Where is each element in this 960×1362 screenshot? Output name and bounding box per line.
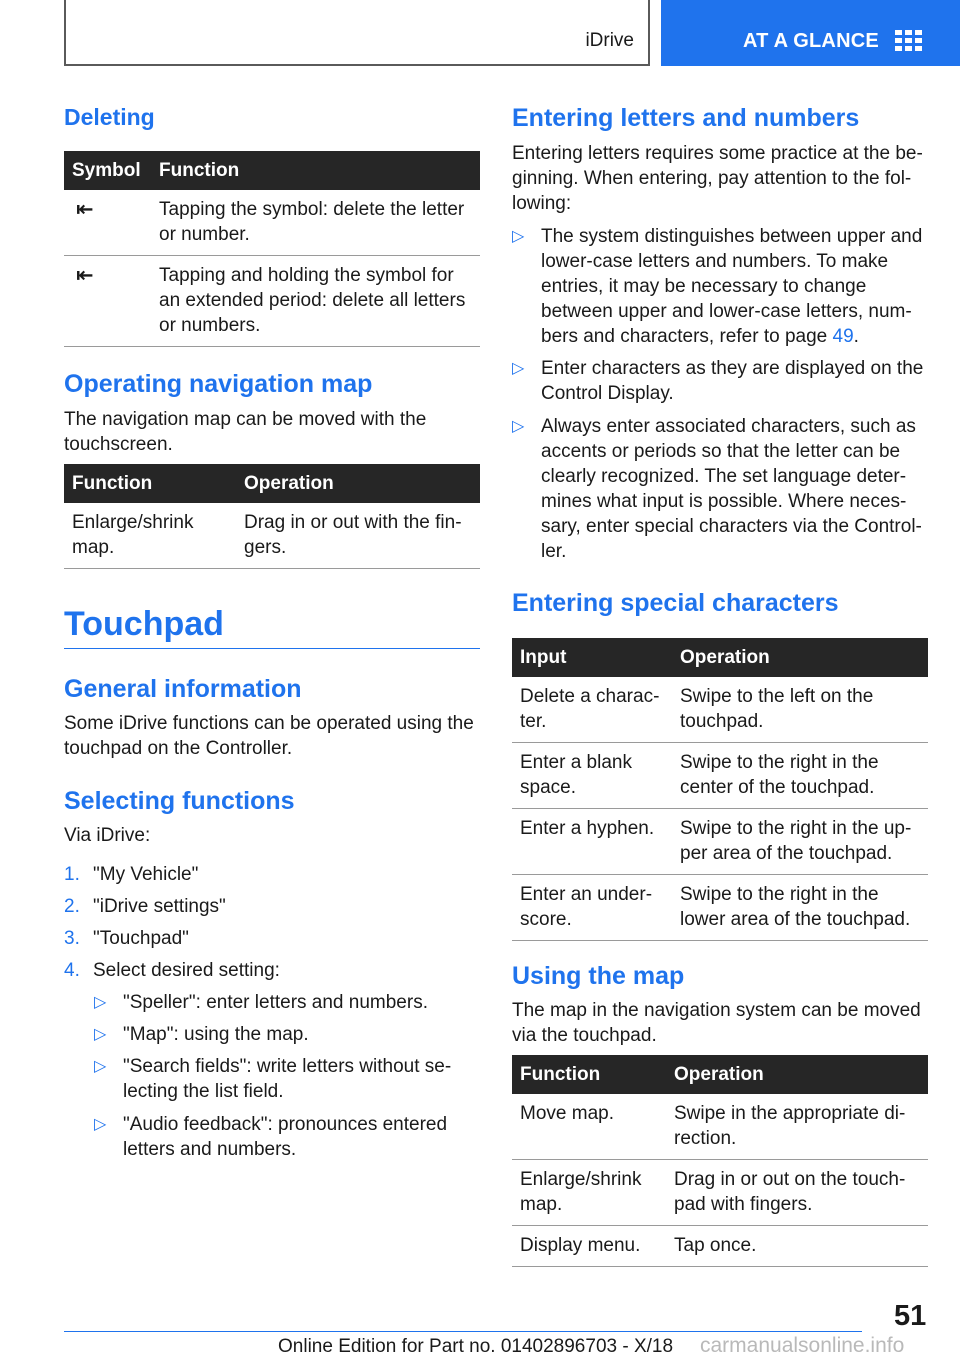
- table-row: [512, 743, 928, 809]
- selecting-heading: Selecting functions: [64, 787, 295, 815]
- deleting-heading: Deleting: [64, 104, 155, 130]
- triangle-bullet-icon: ▷: [94, 1026, 107, 1043]
- entering-intro: Entering letters requires some practice at the be-ginning. When entering, pay attention to the fol-lowing:: [512, 143, 923, 214]
- table-row: [512, 875, 928, 941]
- triangle-bullet-icon: ▷: [512, 418, 525, 435]
- table-cell: Swipe to the left on the touchpad.: [672, 677, 928, 743]
- table-header-row: [64, 464, 480, 503]
- footer-edition: Online Edition for Part no. 01402896703 - X/18: [278, 1336, 674, 1357]
- table-cell: Enter a hyphen.: [512, 809, 672, 875]
- column-header: Operation: [672, 638, 928, 677]
- table-cell: Display menu.: [512, 1226, 666, 1267]
- option-text: "Speller": enter letters and numbers.: [123, 992, 428, 1013]
- header-chapter-title: AT A GLANCE: [743, 30, 879, 52]
- triangle-bullet-icon: ▷: [94, 1058, 107, 1075]
- list-item: [512, 414, 928, 564]
- triangle-bullet-icon: ▷: [512, 228, 525, 245]
- table-cell: Tapping the symbol: delete the letter or number.: [151, 190, 480, 256]
- triangle-bullet-icon: ▷: [94, 994, 107, 1011]
- using-map-intro: The map in the navigation system can be moved via the touchpad.: [512, 1000, 921, 1046]
- section-divider: [64, 648, 480, 649]
- table-row: [64, 190, 480, 256]
- step-text: Select desired setting:: [93, 960, 280, 981]
- list-item: [512, 356, 928, 406]
- column-header: Function: [151, 151, 480, 190]
- column-header: Operation: [666, 1055, 928, 1094]
- table-cell: Tapping and holding the symbol for an extended period: delete all letters or numbers.: [151, 256, 480, 347]
- selecting-intro: Via iDrive:: [64, 825, 151, 846]
- triangle-bullet-icon: ▷: [94, 1116, 107, 1133]
- bullet-text: The system distinguishes between upper and lower-case letters and numbers. To make entries, it may be necessary to change between upper and lower-case letters, num-bers and characters, refer to page 49.: [541, 226, 923, 347]
- column-header: Function: [64, 464, 236, 503]
- general-info-heading: General information: [64, 675, 302, 703]
- table-cell: Tap once.: [666, 1226, 928, 1267]
- table-row: [64, 503, 480, 569]
- bullet-text: Always enter associated characters, such as accents or periods so that the letter can be clearly recognized. The set language deter-mines what input is possible. Where neces-sary, enter special characters via the Control-ler.: [541, 416, 922, 562]
- step-text: "Touchpad": [93, 928, 189, 949]
- option-text: "Map": using the map.: [123, 1024, 309, 1045]
- page-number: 51: [894, 1300, 927, 1332]
- table-row: [512, 1160, 928, 1226]
- header-section-box: [64, 0, 650, 66]
- list-item: [64, 958, 480, 983]
- using-map-heading: Using the map: [512, 962, 685, 990]
- special-chars-table: [512, 638, 928, 941]
- table-cell: Swipe to the right in the center of the touchpad.: [672, 743, 928, 809]
- column-header: Input: [512, 638, 672, 677]
- step-text: "My Vehicle": [93, 864, 199, 885]
- step-text: "iDrive settings": [93, 896, 226, 917]
- table-cell: Drag in or out on the touch-pad with fingers.: [666, 1160, 928, 1226]
- nav-map-heading: Operating navigation map: [64, 370, 373, 398]
- option-text: "Search fields": write letters without se-lecting the list field.: [123, 1056, 452, 1102]
- step-number: 4.: [64, 960, 80, 981]
- watermark: carmanualsonline.info: [700, 1334, 905, 1357]
- list-item: [94, 1022, 480, 1047]
- table-row: [512, 677, 928, 743]
- list-item: [64, 926, 480, 951]
- list-item: [64, 862, 480, 887]
- step-number: 1.: [64, 864, 80, 885]
- table-row: [64, 256, 480, 347]
- list-item: [94, 1054, 480, 1104]
- list-item: [512, 224, 928, 349]
- table-cell: Swipe to the right in the lower area of the touchpad.: [672, 875, 928, 941]
- column-header: Operation: [236, 464, 480, 503]
- option-text: "Audio feedback": pronounces entered letters and numbers.: [123, 1114, 448, 1160]
- bullet-text: Enter characters as they are displayed on the Control Display.: [541, 358, 924, 404]
- page-link[interactable]: 49: [832, 326, 854, 347]
- table-row: [512, 1226, 928, 1267]
- step-number: 3.: [64, 928, 80, 949]
- deleting-table: [64, 151, 480, 347]
- triangle-bullet-icon: ▷: [512, 360, 525, 377]
- table-cell: Drag in or out with the fin-gers.: [236, 503, 480, 569]
- table-cell: Enter an under-score.: [512, 875, 672, 941]
- grid-icon: [895, 30, 922, 51]
- header-section-title: iDrive: [585, 30, 634, 51]
- table-header-row: [512, 1055, 928, 1094]
- using-map-table: [512, 1055, 928, 1267]
- step-number: 2.: [64, 896, 80, 917]
- general-info-text: Some iDrive functions can be operated using the touchpad on the Controller.: [64, 713, 474, 759]
- backspace-icon: ⇤: [76, 198, 94, 221]
- table-row: [512, 1094, 928, 1160]
- table-cell: Move map.: [512, 1094, 666, 1160]
- table-header-row: [64, 151, 480, 190]
- table-cell: Delete a charac-ter.: [512, 677, 672, 743]
- nav-map-table: [64, 464, 480, 569]
- list-item: [64, 894, 480, 919]
- table-cell: Enter a blank space.: [512, 743, 672, 809]
- touchpad-heading: Touchpad: [64, 605, 224, 643]
- table-cell: Enlarge/shrink map.: [64, 503, 236, 569]
- backspace-icon: ⇤: [76, 264, 94, 287]
- header-chapter-tab[interactable]: [661, 0, 960, 66]
- special-chars-heading: Entering special characters: [512, 589, 839, 617]
- column-header: Function: [512, 1055, 666, 1094]
- footer-divider: [64, 1331, 862, 1332]
- list-item: [94, 990, 480, 1015]
- list-item: [94, 1112, 480, 1162]
- table-cell: Enlarge/shrink map.: [512, 1160, 666, 1226]
- entering-heading: Entering letters and numbers: [512, 104, 860, 132]
- table-row: [512, 809, 928, 875]
- table-cell: Swipe to the right in the up-per area of the touchpad.: [672, 809, 928, 875]
- table-cell: Swipe in the appropriate di-rection.: [666, 1094, 928, 1160]
- table-header-row: [512, 638, 928, 677]
- nav-map-intro: The navigation map can be moved with the touchscreen.: [64, 409, 427, 455]
- column-header: Symbol: [64, 151, 151, 190]
